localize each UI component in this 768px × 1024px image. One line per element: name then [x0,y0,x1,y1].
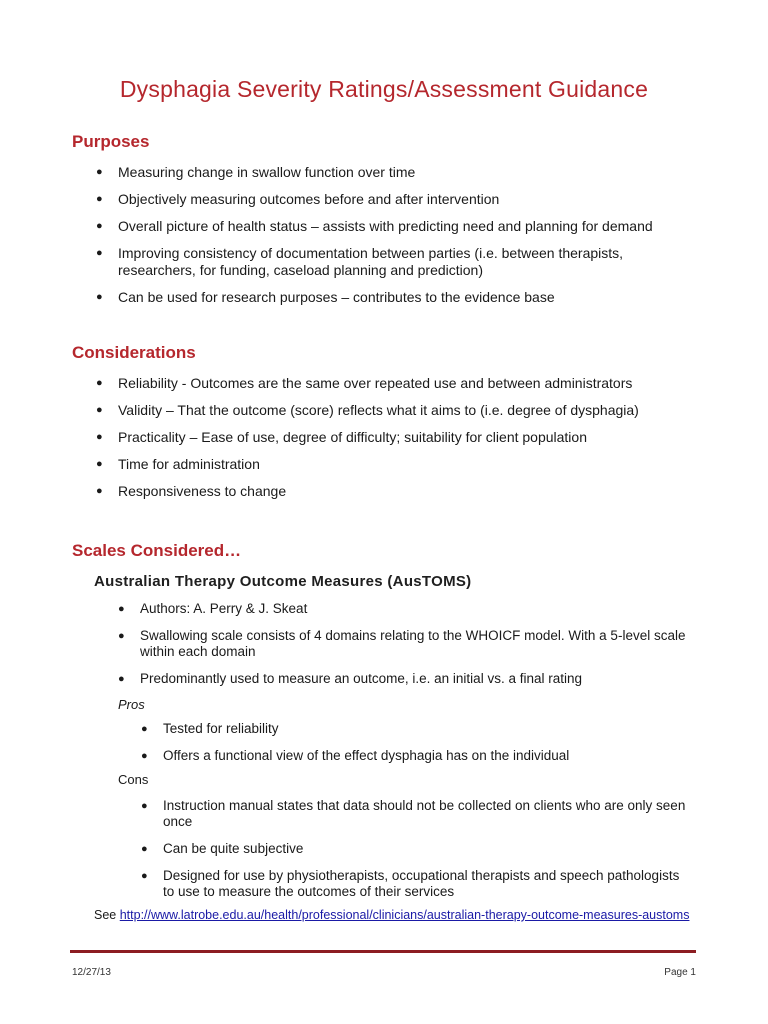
bullet-icon: ● [96,458,103,470]
purposes-heading: Purposes [72,132,150,151]
list-item: ● Can be quite subjective [141,841,304,856]
austoms-link[interactable]: http://www.latrobe.edu.au/health/professional/clinicians/australian-therapy-outcome-measures-austoms [119,908,690,922]
list-item: ● Practicality – Ease of use, degree of difficulty; suitability for client population [96,429,587,445]
cons-label: Cons [118,772,149,787]
considerations-list [96,375,718,500]
list-item: ● Can be used for research purposes – contributes to the evidence base [96,289,555,305]
bullet-icon: ● [96,377,103,389]
footer-page-number: Page 1 [664,967,696,978]
list-item: ● Validity – That the outcome (score) reflects what it aims to (i.e. degree of dysphagia) [96,402,639,418]
bullet-icon: ● [96,220,103,232]
bullet-icon: ● [96,193,103,205]
list-item: ● Reliability - Outcomes are the same over repeated use and between administrators [96,375,633,391]
cons-list [141,798,703,900]
bullet-icon: ● [141,750,148,762]
list-item: ● Tested for reliability [141,721,279,736]
list-item: ● Time for administration [96,456,260,472]
list-item: ● Objectively measuring outcomes before and after intervention [96,191,500,207]
list-item: ● Measuring change in swallow function over time [96,164,416,180]
list-item: ● Improving consistency of documentation between parties (i.e. between therapists, researchers, for funding, caseload planning and prediction) [96,245,624,278]
bullet-icon: ● [118,630,125,642]
list-item: ● Predominantly used to measure an outcome, i.e. an initial vs. a final rating [118,671,582,686]
bullet-icon: ● [141,723,148,735]
bullet-icon: ● [96,166,103,178]
list-item: ● Designed for use by physiotherapists, occupational therapists and speech pathologists to use to measure the outcomes of their services [141,868,680,899]
page-title: Dysphagia Severity Ratings/Assessment Guidance [119,76,649,102]
list-item: ● Authors: A. Perry & J. Skeat [118,601,308,616]
bullet-icon: ● [141,843,148,855]
pros-list [141,721,703,764]
scales-heading: Scales Considered… [72,541,242,560]
list-item: ● Swallowing scale consists of 4 domains relating to the WHOICF model. With a 5-level scale within each domain [118,628,686,659]
bullet-icon: ● [141,870,148,882]
list-item: ● Overall picture of health status – assists with predicting need and planning for demand [96,218,653,234]
list-item: ● Offers a functional view of the effect dysphagia has on the individual [141,748,570,763]
purposes-list [96,164,718,306]
footer-date: 12/27/13 [72,967,111,978]
pros-label: Pros [118,697,145,712]
bullet-icon: ● [96,431,103,443]
austoms-list [118,601,700,687]
list-item: ● Instruction manual states that data should not be collected on clients who are only seen once [141,798,686,829]
considerations-heading: Considerations [72,343,196,362]
list-item: ● Responsiveness to change [96,483,287,499]
bullet-icon: ● [96,485,103,497]
bullet-icon: ● [118,603,125,615]
bullet-icon: ● [96,404,103,416]
austoms-heading: Australian Therapy Outcome Measures (AusTOMS) [94,573,472,590]
see-reference [94,908,689,922]
see-label: See [94,908,117,922]
bullet-icon: ● [141,800,148,812]
footer-divider [70,950,696,953]
bullet-icon: ● [96,291,103,303]
bullet-icon: ● [96,247,103,259]
bullet-icon: ● [118,673,125,685]
